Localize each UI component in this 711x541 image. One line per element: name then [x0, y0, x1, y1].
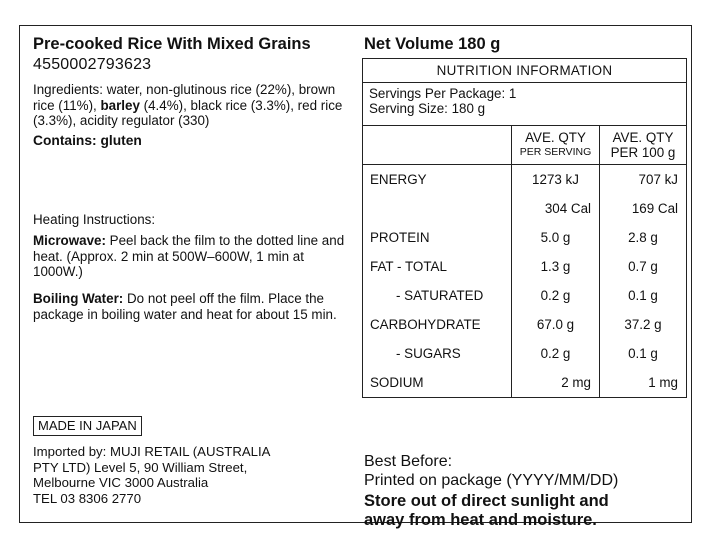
importer-line: PTY LTD) Level 5, 90 William Street, [33, 459, 248, 475]
row-per100: 0.1 g [600, 339, 687, 368]
ingredients-suffix: (4.4%), black rice (3.3%), red rice (3.3%), acidity regulator (330) [33, 97, 343, 128]
best-before-text: Printed on package (YYYY/MM/DD) [364, 472, 619, 489]
boiling-label: Boiling Water: [33, 291, 124, 306]
row-per100: 37.2 g [600, 310, 687, 339]
microwave-text: Peel back the film to the dotted line and heat. (Approx. 2 min at 500W–600W, 1 min at 1000W.) [33, 233, 345, 279]
ingredients-allergen: barley [100, 97, 140, 113]
row-per100: 2.8 g [600, 223, 687, 252]
best-before-label: Best Before: [364, 453, 453, 470]
serving-info [363, 83, 687, 126]
row-per100: 0.1 g [600, 281, 687, 310]
product-info [33, 34, 355, 149]
table-row [363, 339, 687, 368]
row-label: - SUGARS [363, 339, 512, 368]
table-row [363, 252, 687, 281]
net-volume-area [362, 34, 687, 54]
row-label: CARBOHYDRATE [363, 310, 512, 339]
row-label: - SATURATED [363, 281, 512, 310]
row-serving: 0.2 g [512, 281, 600, 310]
ingredients-prefix: Ingredients: water, non-glutinous rice (22%), brown rice (11%), [33, 82, 336, 113]
col-header-serving [512, 126, 600, 165]
table-row [363, 281, 687, 310]
row-serving: 304 Cal [512, 194, 600, 223]
storage-line: Store out of direct sunlight and [364, 492, 609, 510]
origin-box: MADE IN JAPAN [33, 416, 142, 436]
row-label: FAT - TOTAL [363, 252, 512, 281]
row-serving: 1.3 g [512, 252, 600, 281]
col-header-100g-bottom: PER 100 g [610, 145, 676, 160]
best-before [364, 452, 689, 490]
heating-title: Heating Instructions: [33, 212, 156, 227]
col-header-serving-bottom: PER SERVING [519, 146, 592, 158]
importer-line: Melbourne VIC 3000 Australia [33, 475, 209, 490]
importer-info [33, 444, 353, 506]
importer-phone: TEL 03 8306 2770 [33, 490, 142, 506]
row-serving: 1273 kJ [512, 165, 600, 195]
row-label: PROTEIN [363, 223, 512, 252]
label-frame [19, 25, 692, 529]
col-header-100g-top: AVE. QTY [612, 130, 674, 145]
storage-instructions [364, 492, 689, 530]
importer-line: Imported by: MUJI RETAIL (AUSTRALIA [33, 444, 271, 459]
ingredients-text [33, 82, 355, 129]
row-per100: 707 kJ [600, 165, 687, 195]
row-serving: 2 mg [512, 368, 600, 398]
product-title: Pre-cooked Rice With Mixed Grains [33, 35, 311, 53]
contains-allergen: Contains: gluten [33, 132, 142, 148]
boiling-text: Do not peel off the film. Place the package in boiling water and heat for about 15 min. [33, 291, 337, 322]
net-volume: Net Volume 180 g [364, 35, 501, 53]
storage-line: away from heat and moisture. [364, 511, 597, 529]
table-row [363, 165, 687, 195]
blank-header-cell [363, 126, 512, 165]
table-row [363, 310, 687, 339]
row-per100: 169 Cal [600, 194, 687, 223]
microwave-instructions [33, 233, 353, 280]
row-per100: 1 mg [600, 368, 687, 398]
microwave-label: Microwave: [33, 233, 106, 248]
row-serving: 5.0 g [512, 223, 600, 252]
row-serving: 67.0 g [512, 310, 600, 339]
table-row [363, 194, 687, 223]
row-label: ENERGY [363, 165, 512, 195]
nutrition-header: NUTRITION INFORMATION [363, 59, 687, 83]
table-row [363, 368, 687, 398]
col-header-100g [600, 126, 687, 165]
row-serving: 0.2 g [512, 339, 600, 368]
nutrition-table [362, 58, 687, 398]
row-per100: 0.7 g [600, 252, 687, 281]
serving-size: Serving Size: 180 g [369, 101, 486, 116]
table-row [363, 223, 687, 252]
boiling-instructions [33, 291, 353, 322]
servings-per-package: Servings Per Package: 1 [369, 86, 517, 101]
barcode-number: 4550002793623 [33, 56, 152, 73]
col-header-serving-top: AVE. QTY [525, 130, 586, 145]
row-label [363, 194, 512, 223]
row-label: SODIUM [363, 368, 512, 398]
